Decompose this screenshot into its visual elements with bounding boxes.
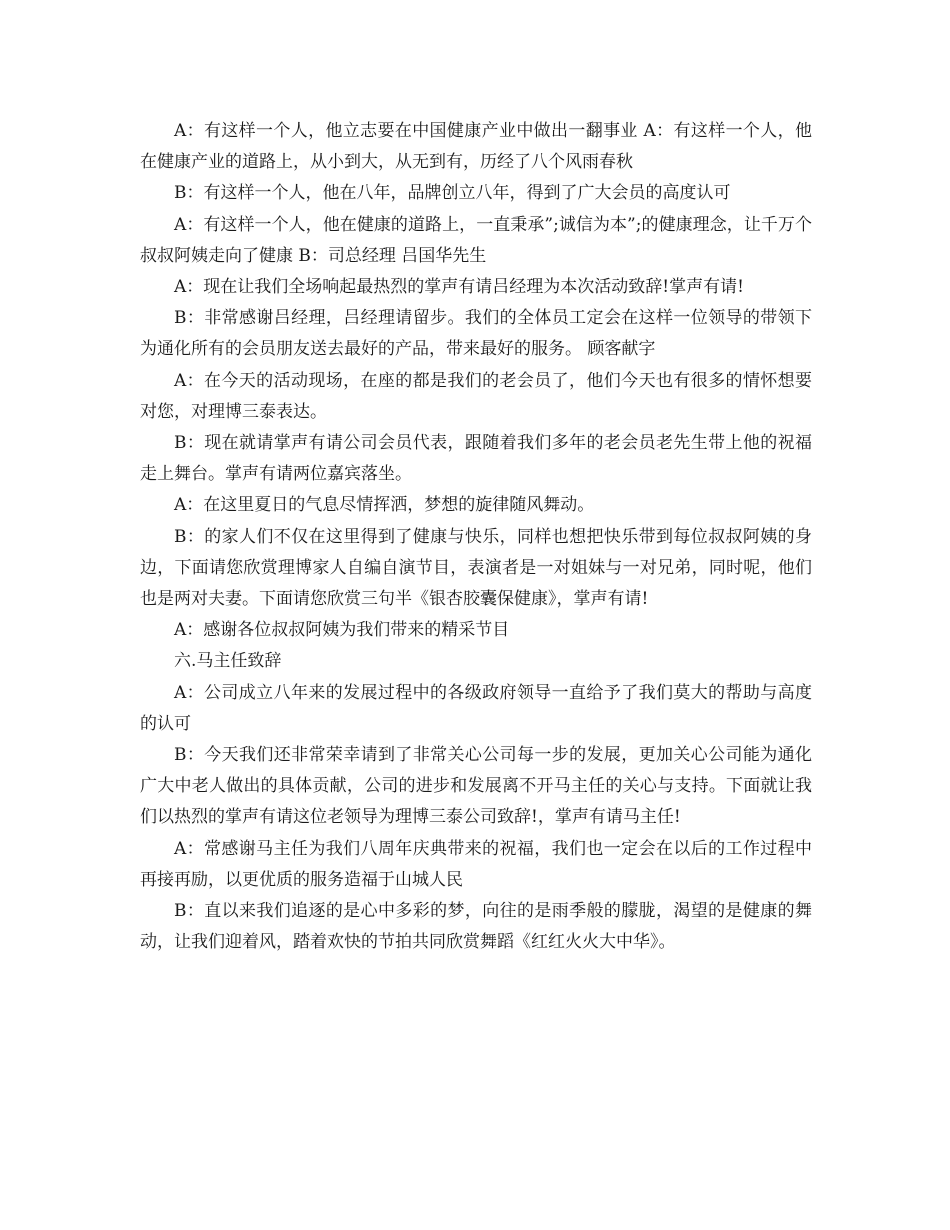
paragraph: A：有这样一个人，他在健康的道路上，一直秉承”;诚信为本”;的健康理念，让千万个叔叔阿姨走向了健康 B：司总经理 吕国华先生 [140,214,812,266]
paragraph: B：直以来我们追逐的是心中多彩的梦，向往的是雨季般的朦胧，渴望的是健康的舞动，让我们迎着风，踏着欢快的节拍共同欣赏舞蹈《红红火火大中华》。 [140,901,812,953]
paragraph: B：的家人们不仅在这里得到了健康与快乐，同样也想把快乐带到每位叔叔阿姨的身边，下面请您欣赏理博家人自编自演节目，表演者是一对姐妹与一对兄弟，同时呢，他们也是两对夫妻。下面请您欣赏三句半《银杏胶囊保健康》，掌声有请! [140,526,812,610]
paragraph: A：在这里夏日的气息尽情挥洒，梦想的旋律随风舞动。 [174,495,595,516]
paragraph: A：常感谢马主任为我们八周年庆典带来的祝福，我们也一定会在以后的工作过程中再接再励，以更优质的服务造福于山城人民 [140,838,812,890]
paragraph: B：今天我们还非常荣幸请到了非常关心公司每一步的发展，更加关心公司能为通化广大中老人做出的具体贡献，公司的进步和发展离不开马主任的关心与支持。下面就让我们以热烈的掌声有请这位老领导为理博三泰公司致辞!，掌声有请马主任! [140,745,812,828]
section-heading: 六.马主任致辞 [174,651,282,672]
document-body [140,116,812,958]
paragraph: A：公司成立八年来的发展过程中的各级政府领导一直给予了我们莫大的帮助与高度的认可 [140,682,812,734]
paragraph: B：有这样一个人，他在八年，品牌创立八年，得到了广大会员的高度认可 [174,183,731,204]
paragraph: A：有这样一个人，他立志要在中国健康产业中做出一翻事业 A：有这样一个人，他在健康产业的道路上，从小到大，从无到有，历经了八个风雨春秋 [140,121,812,173]
paragraph: B：非常感谢吕经理，吕经理请留步。我们的全体员工定会在这样一位领导的带领下为通化所有的会员朋友送去最好的产品，带来最好的服务。 顾客献字 [140,308,812,360]
paragraph: A：现在让我们全场响起最热烈的掌声有请吕经理为本次活动致辞!掌声有请! [174,277,744,298]
paragraph: A：在今天的活动现场，在座的都是我们的老会员了，他们今天也有很多的情怀想要对您，对理博三泰表达。 [140,370,812,422]
paragraph: B：现在就请掌声有请公司会员代表，跟随着我们多年的老会员老先生带上他的祝福走上舞台。掌声有请两位嘉宾落坐。 [140,433,812,485]
paragraph: A：感谢各位叔叔阿姨为我们带来的精采节目 [174,620,510,641]
